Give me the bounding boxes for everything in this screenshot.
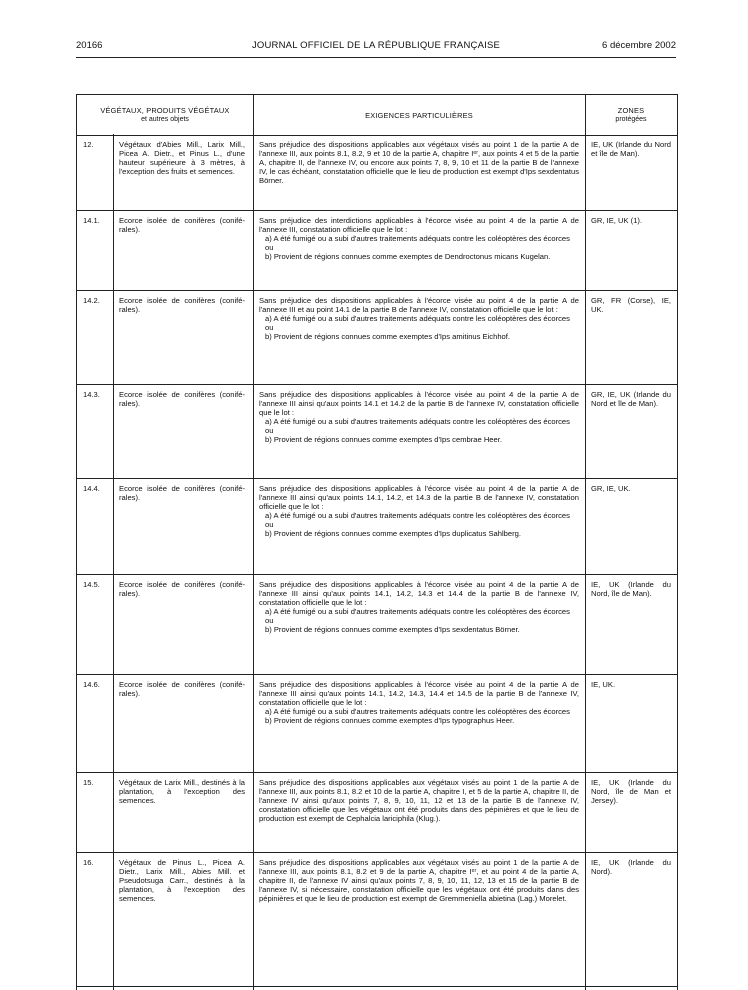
row-vegetaux: Végétaux de Larix Mill., destinés à la plantation, à l'exception des semences. <box>119 778 245 806</box>
requirement-line: b) Provient de régions connues comme exemptes de Dendroctonus micans Kugelan. <box>265 252 551 262</box>
table-row <box>77 290 677 385</box>
row-vegetaux: Ecorce isolée de conifères (conifé-rales). <box>119 484 245 503</box>
requirement-line: Sans préjudice des interdictions applicables à l'écorce visée au point 4 de la partie A de l'annexe III, constatation officielle que le lot : <box>259 216 579 235</box>
requirement-line: b) Provient de régions connues comme exemptes d'Ips duplicatus Sahlberg. <box>265 529 521 539</box>
requirement-line: Sans préjudice des dispositions applicables aux végétaux visés au point 1 de la partie A de l'annexe III, aux points 8.1, 8.2, 9 et 10 de la partie A, chapitre Iᵉʳ, aux points 4 et 5 de la partie A, chapitre II, de l'annexe IV, ou encore aux points 7, 8, 9, 10 et 11 de la partie B de l'annexe IV, le cas échéant, constatation officielle que le lieu de production est exempt d'Ips sexdentatus Börner. <box>259 140 579 186</box>
requirement-line: a) A été fumigé ou a subi d'autres traitements adéquats contre les coléoptères des écorces <box>265 417 570 427</box>
table-row <box>77 134 677 211</box>
row-zone: GR, IE, UK (1). <box>591 216 643 225</box>
row-vegetaux: Végétaux d'Abies Mill., Larix Mill., Picea A. Dietr., et Pinus L., d'une hauteur supérieure à 3 mètres, à l'exception des fruits et semences. <box>119 140 245 177</box>
requirement-line: a) A été fumigé ou a subi d'autres traitements adéquats contre les coléoptères des écorces <box>265 511 570 521</box>
requirement-line: Sans préjudice des dispositions applicables à l'écorce visée au point 4 de la partie A de l'annexe III et au point 14.1 de la partie B de l'annexe IV, constatation officielle que le lot : <box>259 296 579 315</box>
row-vegetaux: Ecorce isolée de conifères (conifé-rales). <box>119 580 245 599</box>
header-rule <box>76 57 676 58</box>
table-row <box>77 478 677 575</box>
row-number: 14.3. <box>83 390 100 399</box>
row-exigences <box>259 296 579 341</box>
row-exigences <box>259 778 579 823</box>
col-header-vegetaux-sub: et autres objets <box>141 116 189 123</box>
publication-date: 6 décembre 2002 <box>602 40 676 51</box>
row-zone: GR, IE, UK (Irlande du Nord et île de Man). <box>591 390 671 409</box>
requirement-line: b) Provient de régions connues comme exemptes d'Ips amitinus Eichhof. <box>265 332 510 342</box>
row-exigences <box>259 680 579 725</box>
requirement-line: b) Provient de régions connues comme exemptes d'Ips typographus Heer. <box>265 716 515 726</box>
requirement-line: b) Provient de régions connues comme exemptes d'Ips cembrae Heer. <box>265 435 502 445</box>
requirement-line: Sans préjudice des dispositions applicables à l'écorce visée au point 4 de la partie A de l'annexe III ainsi qu'aux points 14.1, 14.2, et 14.3 de la partie B de l'annexe IV, constatation officielle que le lot : <box>259 484 579 512</box>
row-zone: GR, FR (Corse), IE, UK. <box>591 296 671 315</box>
requirement-line: ou <box>265 520 274 530</box>
requirement-line: Sans préjudice des dispositions applicables aux végétaux visés au point 1 de la partie A de l'annexe III, aux points 8.1, 8.2 et 9 de la partie A, chapitre Iᵉʳ, et au point 4 de la partie A, chapitre II, de l'annexe IV ainsi qu'aux points 7, 8, 9, 10, 11, 12, 13 et 15 de la partie B de l'annexe IV, si nécessaire, constatation officielle que les végétaux ont été produits dans des pépinières et que le lieu de production est exempt de Gremmeniella abietina (Lag.) Morelet. <box>259 858 579 904</box>
row-number: 14.4. <box>83 484 100 493</box>
table-row <box>77 574 677 675</box>
row-exigences <box>259 140 579 185</box>
journal-title: JOURNAL OFFICIEL DE LA RÉPUBLIQUE FRANÇAISE <box>251 40 501 51</box>
requirement-line: a) A été fumigé ou a subi d'autres traitements adéquats contre les coléoptères des écorces <box>265 707 570 717</box>
requirement-line: ou <box>265 426 274 436</box>
table-row <box>77 852 677 948</box>
row-exigences <box>259 390 579 445</box>
table-row <box>77 772 677 853</box>
requirement-line: Sans préjudice des dispositions applicables à l'écorce visée au point 4 de la partie A de l'annexe III ainsi qu'aux points 14.1 et 14.2 de la partie B de l'annexe IV, constatation officielle que le lot : <box>259 390 579 418</box>
row-zone: IE, UK. <box>591 680 616 689</box>
table-row <box>77 674 677 773</box>
table-row <box>77 384 677 479</box>
row-number: 14.1. <box>83 216 100 225</box>
page-number: 20166 <box>76 40 103 51</box>
requirement-line: a) A été fumigé ou a subi d'autres traitements adéquats contre les coléoptères des écorces <box>265 607 570 617</box>
row-zone: IE, UK (Irlande du Nord, île de Man et Jersey). <box>591 778 671 806</box>
row-exigences <box>259 580 579 635</box>
col-header-exigences <box>253 95 585 135</box>
row-number: 14.2. <box>83 296 100 305</box>
row-zone: IE, UK (Irlande du Nord et île de Man). <box>591 140 671 159</box>
requirement-line: Sans préjudice des dispositions applicables aux végétaux visés au point 1 de la partie A de l'annexe III, aux points 8.1, 8.2 et 10 de la partie A, chapitre I, et 5 de la partie A, chapitre II, de l'annexe IV ainsi qu'aux points 7, 8, 9, 10, 11, 12 et 13 de la partie B de l'annexe IV, constatation officielle que les végétaux ont été produits dans des pépinières et que le lieu de production est exempt de Cephalcia lariciphila (Klug.). <box>259 778 579 824</box>
row-number: 15. <box>83 778 94 787</box>
row-vegetaux: Ecorce isolée de conifères (conifé-rales). <box>119 390 245 409</box>
col-header-vegetaux-title: VÉGÉTAUX, PRODUITS VÉGÉTAUX <box>100 106 230 115</box>
requirement-line: ou <box>265 323 274 333</box>
row-number: 16. <box>83 858 94 867</box>
requirement-line: ou <box>265 616 274 626</box>
col-header-exigences-title: EXIGENCES PARTICULIÈRES <box>365 110 473 120</box>
table-bottom-line <box>77 986 677 987</box>
row-vegetaux: Ecorce isolée de conifères (conifé-rales). <box>119 296 245 315</box>
table-row <box>77 210 677 291</box>
row-exigences <box>259 858 579 903</box>
col-header-zones-title: ZONES <box>617 106 645 115</box>
requirement-line: a) A été fumigé ou a subi d'autres traitements adéquats contre les coléoptères des écorces <box>265 234 570 244</box>
row-number: 12. <box>83 140 94 149</box>
requirement-line: Sans préjudice des dispositions applicables à l'écorce visée au point 4 de la partie A de l'annexe III ainsi qu'aux points 14.1, 14.2, 14.3, 14.4 et 14.5 de la partie B de l'annexe IV, constatation officielle que le lot : <box>259 680 579 708</box>
requirement-line: a) A été fumigé ou a subi d'autres traitements adéquats contre les coléoptères des écorces <box>265 314 570 324</box>
row-number: 14.6. <box>83 680 100 689</box>
col-header-zones <box>585 95 677 135</box>
table-header <box>77 94 677 136</box>
row-exigences <box>259 484 579 539</box>
requirements-table <box>76 94 678 990</box>
row-number: 14.5. <box>83 580 100 589</box>
row-vegetaux: Végétaux de Pinus L., Picea A. Dietr., Larix Mill., Abies Mill. et Pseudotsuga Carr., destinés à la plantation, à l'exception des semences. <box>119 858 245 904</box>
page-header <box>76 40 676 54</box>
row-vegetaux: Ecorce isolée de conifères (conifé-rales). <box>119 216 245 235</box>
col-header-zones-sub: protégées <box>615 116 647 123</box>
col-header-vegetaux <box>77 95 253 135</box>
requirement-line: b) Provient de régions connues comme exemptes d'Ips sexdentatus Börner. <box>265 625 520 635</box>
row-zone: GR, IE, UK. <box>591 484 631 493</box>
row-zone: IE, UK (Irlande du Nord, île de Man). <box>591 580 671 599</box>
requirement-line: Sans préjudice des dispositions applicables à l'écorce visée au point 4 de la partie A de l'annexe III ainsi qu'aux points 14.1, 14.2, 14.3 et 14.4 de la partie B de l'annexe IV, constatation officielle que le lot : <box>259 580 579 608</box>
requirement-line: ou <box>265 243 274 253</box>
row-vegetaux: Ecorce isolée de conifères (conifé-rales). <box>119 680 245 699</box>
row-zone: IE, UK (Irlande du Nord). <box>591 858 671 877</box>
row-exigences <box>259 216 579 261</box>
